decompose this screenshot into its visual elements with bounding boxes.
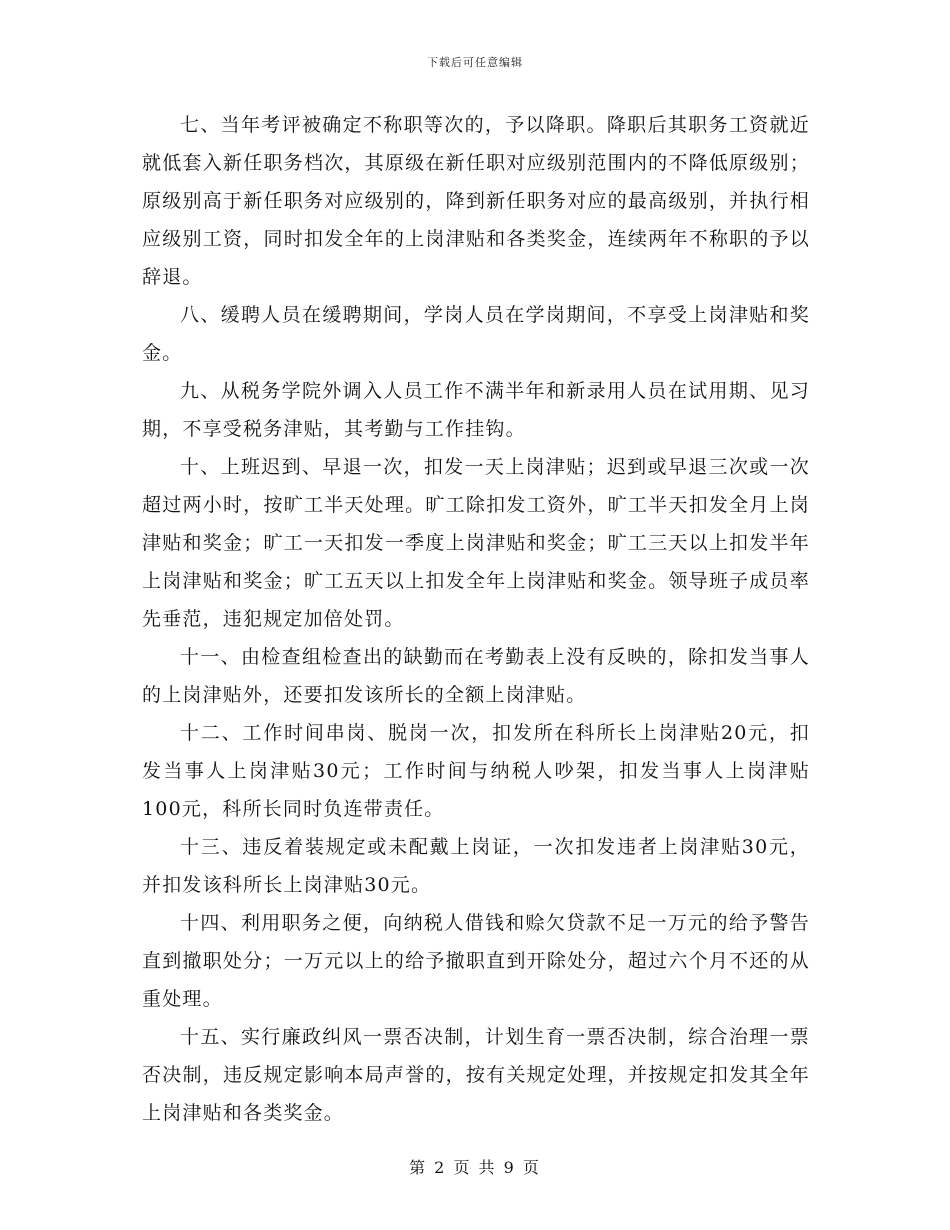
paragraph-11: 十一、由检查组检查出的缺勤而在考勤表上没有反映的，除扣发当事人的上岗津贴外，还要扣发该所长的全额上岗津贴。 (142, 646, 810, 706)
paragraph-14: 十四、利用职务之便，向纳税人借钱和赊欠贷款不足一万元的给予警告直到撤职处分；一万元以上的给予撤职直到开除处分，超过六个月不还的从重处理。 (142, 912, 810, 1010)
paragraph-13: 十三、违反着装规定或未配戴上岗证，一次扣发违者上岗津贴30元，并扣发该科所长上岗津贴30元。 (142, 836, 810, 896)
page-header: 下载后可任意编辑 (427, 56, 523, 69)
paragraph-12: 十二、工作时间串岗、脱岗一次，扣发所在科所长上岗津贴20元，扣发当事人上岗津贴30元；工作时间与纳税人吵架，扣发当事人上岗津贴100元，科所长同时负连带责任。 (142, 722, 810, 820)
page-number-footer: 第 2 页 共 9 页 (409, 1158, 541, 1177)
paragraph-7: 七、当年考评被确定不称职等次的，予以降职。降职后其职务工资就近就低套入新任职务档次，其原级在新任职对应级别范围内的不降低原级别；原级别高于新任职务对应级别的，降到新任职务对应的最高级别，并执行相应级别工资，同时扣发全年的上岗津贴和各类奖金，连续两年不称职的予以辞退。 (142, 114, 810, 288)
paragraph-8: 八、缓聘人员在缓聘期间，学岗人员在学岗期间，不享受上岗津贴和奖金。 (142, 304, 810, 364)
paragraph-9: 九、从税务学院外调入人员工作不满半年和新录用人员在试用期、见习期，不享受税务津贴，其考勤与工作挂钩。 (142, 380, 810, 440)
document-body (142, 106, 810, 1132)
paragraph-15: 十五、实行廉政纠风一票否决制，计划生育一票否决制，综合治理一票否决制，违反规定影响本局声誉的，按有关规定处理，并按规定扣发其全年上岗津贴和各类奖金。 (142, 1026, 810, 1124)
paragraph-10: 十、上班迟到、早退一次，扣发一天上岗津贴；迟到或早退三次或一次超过两小时，按旷工半天处理。旷工除扣发工资外，旷工半天扣发全月上岗津贴和奖金；旷工一天扣发一季度上岗津贴和奖金；旷工三天以上扣发半年上岗津贴和奖金；旷工五天以上扣发全年上岗津贴和奖金。领导班子成员率先垂范，违犯规定加倍处罚。 (142, 456, 810, 630)
